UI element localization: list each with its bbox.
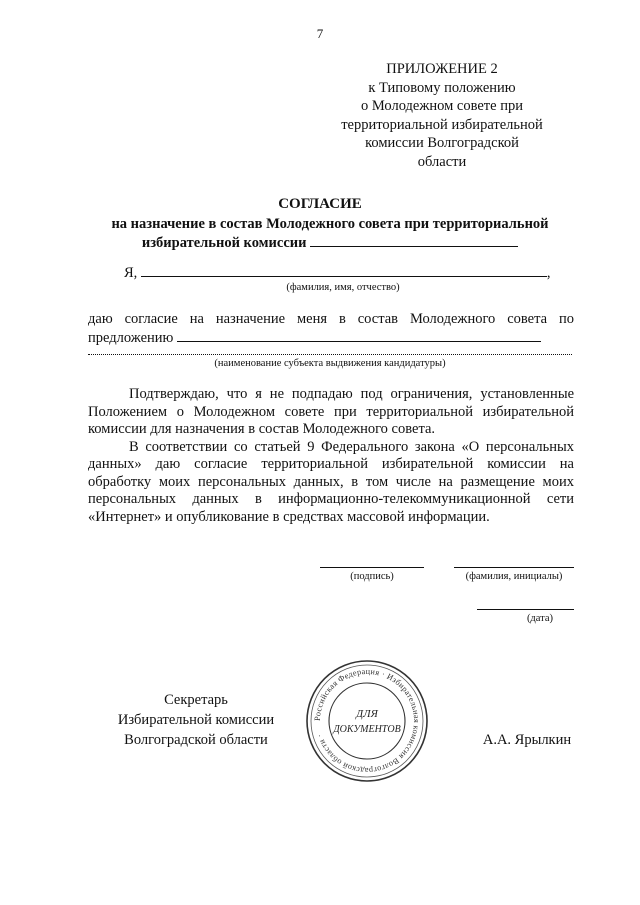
appendix-line: о Молодежном совете при	[361, 98, 523, 114]
stamp-center-line-2: ДОКУМЕНТОВ	[333, 724, 401, 735]
nominator-caption: (наименование субъекта выдвижения кандидатуры)	[214, 358, 446, 369]
name-initials-line[interactable]	[454, 567, 574, 568]
consent-line-2: предложению	[88, 330, 174, 346]
consent-line-1: даю согласие на назначение меня в состав Молодежного совета по	[88, 311, 574, 327]
body-text	[88, 386, 574, 526]
appendix-line: области	[417, 153, 467, 170]
appendix-line: комиссии Волгоградской	[365, 135, 519, 151]
appendix-line: территориальной избирательной	[341, 116, 543, 133]
fio-suffix: ,	[546, 265, 551, 281]
page-number: 7	[316, 26, 324, 41]
paragraph-confirmation: Подтверждаю, что я не подпадаю под ограничения, установленные Положением о Молодежном совете при территориальной избирательной комиссии для назначения в состав Молодежного совета.	[88, 386, 574, 437]
signature-caption: (подпись)	[350, 571, 394, 582]
commission-name-blank[interactable]	[310, 234, 518, 247]
fio-caption: (фамилия, имя, отчество)	[286, 282, 400, 293]
stamp-center-line-1: ДЛЯ	[356, 708, 378, 720]
appendix-line: ПРИЛОЖЕНИЕ 2	[386, 61, 498, 77]
appendix-line: к Типовому положению	[368, 79, 516, 96]
fio-blank[interactable]	[141, 264, 547, 277]
appendix-header	[320, 60, 564, 171]
date-caption: (дата)	[526, 613, 554, 624]
stamp-ring-text: Российская Федерация · Избирательная комиссия Волгоградской области ·	[312, 666, 422, 776]
name-initials-caption: (фамилия, инициалы)	[465, 571, 563, 582]
subtitle-line-1: на назначение в состав Молодежного совета при территориальной	[111, 216, 549, 232]
nominator-extra-line[interactable]	[88, 354, 572, 355]
signature-line[interactable]	[320, 567, 424, 568]
fio-row	[124, 264, 551, 282]
secretary-block	[108, 690, 284, 750]
document-title: СОГЛАСИЕ	[278, 196, 362, 212]
position-line: Секретарь	[164, 692, 228, 708]
signer-name: А.А. Ярылкин	[482, 732, 572, 748]
position-line: Волгоградской области	[124, 732, 268, 748]
nominator-blank[interactable]	[177, 329, 541, 342]
official-stamp	[303, 657, 431, 785]
subtitle-line-2: избирательной комиссии	[141, 235, 307, 251]
position-line: Избирательной комиссии	[117, 712, 275, 728]
paragraph-personal-data: В соответствии со статьей 9 Федерального закона «О персональных данных» даю согласие территориальной избирательной комиссии на обработку моих персональных данных, в том числе на размещение моих персональных данных в информационно-телекоммуникационной сети «Интернет» и опубликование в средствах массовой информации.	[88, 438, 574, 525]
consent-line-2-row	[88, 329, 541, 347]
document-subtitle	[90, 215, 570, 253]
fio-prefix: Я,	[124, 265, 138, 281]
date-line[interactable]	[477, 609, 574, 610]
